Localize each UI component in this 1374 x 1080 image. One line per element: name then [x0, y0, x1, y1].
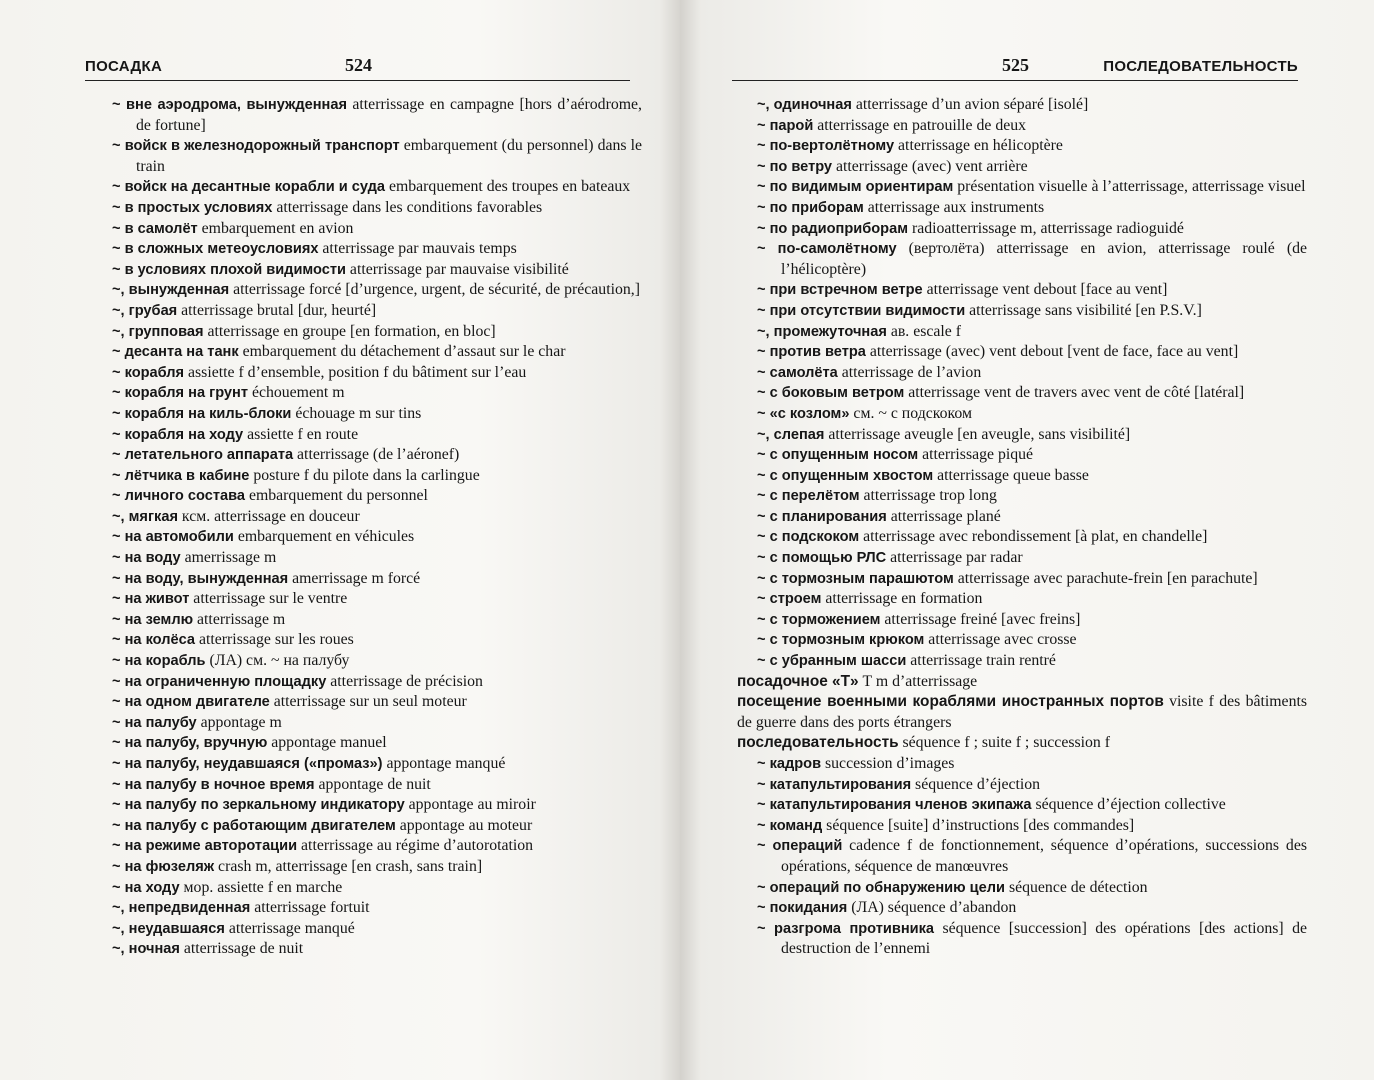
entry-definition: séquence [suite] d’instructions [des commandes]	[822, 816, 1135, 834]
entry-definition: appontage manuel	[267, 734, 387, 752]
entry-definition: atterrissage vent debout [face au vent]	[922, 281, 1168, 299]
right-page-number: 525	[1002, 55, 1029, 75]
entry-definition: atterrissage par mauvais temps	[318, 240, 517, 258]
entry-definition: embarquement du personnel	[245, 487, 428, 505]
entry-definition: atterrissage aveugle [en aveugle, sans visibilité]	[824, 425, 1131, 443]
entry-term: ~, неудавшаяся	[112, 920, 225, 937]
entry-definition: atterrissage forcé [d’urgence, urgent, de sécurité, de précaution,]	[229, 281, 640, 299]
entry-definition: ав. escale f	[886, 322, 961, 340]
entry-term: ~ с перелётом	[757, 488, 860, 505]
dictionary-entry	[737, 198, 1307, 219]
left-entries	[112, 95, 642, 960]
entry-definition: posture f du pilote dans la carlingue	[249, 466, 480, 484]
dictionary-entry	[112, 548, 642, 569]
entry-term: ~ с тормозным парашютом	[757, 570, 954, 587]
entry-definition: assiette f d’ensemble, position f du bâtiment sur l’eau	[184, 363, 527, 381]
entry-definition: atterrissage en groupe [en formation, en bloc]	[203, 322, 496, 340]
entry-term: ~ личного состава	[112, 488, 245, 505]
dictionary-entry	[737, 95, 1307, 116]
dictionary-entry	[112, 569, 642, 590]
entry-term: ~ на колёса	[112, 632, 196, 649]
entry-definition: atterrissage de l’avion	[837, 363, 982, 381]
entry-definition: atterrissage sans visibilité [en P.S.V.]	[965, 301, 1202, 319]
dictionary-entry	[112, 939, 642, 960]
entry-definition: atterrissage aux instruments	[863, 198, 1045, 216]
entry-term: последовательность	[737, 734, 899, 752]
left-header-word: ПОСАДКА	[85, 58, 163, 75]
entry-definition: atterrissage au régime d’autorotation	[297, 837, 534, 855]
entry-term: ~ корабля на грунт	[112, 385, 248, 402]
entry-definition: atterrissage en hélicoptère	[894, 137, 1063, 155]
entry-definition: embarquement (du personnel) dans le train	[136, 137, 642, 175]
entry-term: ~, ночная	[112, 941, 180, 958]
entry-definition: atterrissage trop long	[859, 487, 997, 505]
dictionary-entry	[112, 836, 642, 857]
dictionary-entry	[112, 301, 642, 322]
entry-term: ~ покидания	[757, 900, 848, 917]
entry-term: ~ по-самолётному	[757, 241, 897, 258]
dictionary-entry	[737, 383, 1307, 404]
dictionary-entry	[112, 507, 642, 528]
entry-definition: atterrissage dans les conditions favorables	[272, 198, 543, 216]
dictionary-entry	[112, 733, 642, 754]
entry-term: ~ катапультирования	[757, 776, 912, 793]
entry-definition: T m d’atterrissage	[858, 672, 978, 690]
dictionary-entry	[737, 816, 1307, 837]
entry-term: ~ на воду, вынужденная	[112, 570, 289, 587]
entry-definition: atterrissage brutal [dur, heurté]	[177, 301, 377, 319]
dictionary-entry	[112, 630, 642, 651]
entry-term: ~ в сложных метеоусловиях	[112, 241, 319, 258]
entry-definition: мор. assiette f en marche	[179, 878, 343, 896]
entry-term: ~ с убранным шасси	[757, 653, 907, 670]
entry-definition: échouage m sur tins	[291, 404, 422, 422]
entry-definition: atterrissage m	[193, 610, 286, 628]
entry-term: ~ на палубу, вручную	[112, 735, 268, 752]
dictionary-entry	[112, 857, 642, 878]
entry-term: ~ «с козлом»	[757, 405, 850, 422]
dictionary-entry	[737, 878, 1307, 899]
entry-definition: séquence de détection	[1005, 878, 1148, 896]
dictionary-entry	[112, 713, 642, 734]
entry-term: ~ на автомобили	[112, 529, 234, 546]
right-entries	[737, 95, 1307, 960]
dictionary-entry	[112, 425, 642, 446]
entry-definition: atterrissage plané	[886, 507, 1001, 525]
dictionary-entry	[737, 363, 1307, 384]
dictionary-entry	[737, 177, 1307, 198]
entry-definition: appontage au moteur	[395, 816, 533, 834]
dictionary-entry	[737, 507, 1307, 528]
entry-term: ~ самолёта	[757, 364, 838, 381]
entry-term: ~ на землю	[112, 611, 194, 628]
entry-definition: atterrissage train rentré	[906, 652, 1056, 670]
entry-definition: atterrissage avec parachute-frein [en parachute]	[953, 569, 1258, 587]
entry-term: ~ войск в железнодорожный транспорт	[112, 138, 400, 155]
left-page	[0, 0, 680, 1080]
dictionary-entry	[737, 527, 1307, 548]
entry-term: ~ операций по обнаружению цели	[757, 879, 1005, 896]
entry-term: посещение военными кораблями иностранных портов	[737, 693, 1164, 711]
entry-definition: см. ~ с подскоком	[849, 404, 972, 422]
entry-term: ~ с торможением	[757, 611, 881, 628]
entry-definition: radioatterrissage m, atterrissage radioguidé	[908, 219, 1184, 237]
dictionary-entry	[737, 445, 1307, 466]
entry-term: ~ на живот	[112, 591, 190, 608]
entry-term: ~, грубая	[112, 302, 178, 319]
entry-term: ~ на фюзеляж	[112, 858, 215, 875]
entry-definition: atterrissage de nuit	[179, 940, 304, 958]
entry-definition: appontage manqué	[382, 755, 506, 772]
dictionary-entry	[737, 280, 1307, 301]
entry-definition: échouement m	[248, 384, 345, 402]
entry-definition: atterrissage freiné [avec freins]	[880, 610, 1081, 628]
dictionary-entry	[737, 795, 1307, 816]
entry-definition: séquence [succession] des opérations [des actions] de destruction de l’ennemi	[781, 919, 1307, 958]
entry-term: ~ с боковым ветром	[757, 385, 905, 402]
entry-definition: atterrissage par mauvaise visibilité	[345, 260, 569, 278]
entry-term: ~ на ограниченную площадку	[112, 673, 327, 690]
entry-definition: embarquement en véhicules	[233, 528, 415, 546]
entry-definition: (вертолёта) atterrissage en avion, atterrissage roulé (de l’hélicoptère)	[781, 240, 1307, 278]
entry-definition: ксм. atterrissage en douceur	[177, 507, 360, 525]
entry-term: ~, групповая	[112, 323, 204, 340]
dictionary-entry	[737, 919, 1307, 960]
entry-definition: atterrissage sur le ventre	[189, 590, 348, 608]
dictionary-entry	[112, 527, 642, 548]
entry-definition: embarquement des troupes en bateaux	[385, 178, 631, 196]
entry-definition: cadence f de fonctionnement, séquence d’opérations, successions des opérations, séquence de manœuvres	[781, 837, 1307, 875]
dictionary-entry	[112, 177, 642, 198]
dictionary-entry	[112, 239, 642, 260]
entry-term: ~ летательного аппарата	[112, 447, 294, 464]
entry-definition: atterrissage queue basse	[933, 466, 1089, 484]
entry-definition: (ЛА) séquence d’abandon	[847, 899, 1017, 917]
dictionary-entry	[737, 548, 1307, 569]
entry-definition: atterrissage sur un seul moteur	[269, 693, 467, 711]
dictionary-entry	[737, 651, 1307, 672]
dictionary-entry	[112, 919, 642, 940]
entry-term: ~ катапультирования членов экипажа	[757, 797, 1032, 814]
dictionary-entry	[737, 116, 1307, 137]
entry-definition: séquence f ; suite f ; succession f	[898, 734, 1111, 752]
dictionary-entry	[737, 610, 1307, 631]
dictionary-entry	[737, 342, 1307, 363]
entry-term: ~ корабля	[112, 364, 185, 381]
entry-term: ~ на палубу по зеркальному индикатору	[112, 797, 405, 814]
entry-term: ~, одиночная	[757, 97, 852, 113]
entry-term: ~ по радиоприборам	[757, 220, 908, 237]
dictionary-entry	[112, 672, 642, 693]
dictionary-entry	[112, 754, 642, 775]
right-running-header	[732, 50, 1298, 81]
entry-term: ~ с планирования	[757, 508, 887, 525]
entry-term: ~ на воду	[112, 550, 181, 567]
headword-entry	[737, 692, 1307, 733]
entry-term: ~ с опущенным носом	[757, 447, 919, 464]
entry-term: ~ по-вертолётному	[757, 138, 895, 155]
entry-term: ~ на палубу, неудавшаяся («промаз»)	[112, 756, 383, 772]
entry-term: ~ в условиях плохой видимости	[112, 261, 346, 278]
dictionary-entry	[737, 157, 1307, 178]
dictionary-entry	[112, 280, 642, 301]
entry-term: посадочное «Т»	[737, 672, 859, 690]
left-page-number: 524	[345, 55, 372, 75]
entry-term: ~ кадров	[757, 756, 822, 772]
dictionary-entry	[112, 445, 642, 466]
entry-definition: atterrissage avec rebondissement [à plat, en chandelle]	[859, 528, 1208, 546]
dictionary-entry	[112, 342, 642, 363]
entry-term: ~ на режиме авторотации	[112, 838, 298, 855]
entry-term: ~, вынужденная	[112, 282, 230, 299]
entry-term: ~ разгрома противника	[757, 920, 935, 937]
entry-definition: succession d’images	[821, 755, 955, 772]
entry-term: ~, непредвиденная	[112, 900, 251, 917]
entry-definition: séquence d’éjection	[911, 775, 1041, 793]
entry-term: ~ на палубу с работающим двигателем	[112, 817, 396, 834]
right-header-word: ПОСЛЕДОВАТЕЛЬНОСТЬ	[1103, 58, 1298, 75]
entry-definition: atterrissage de précision	[326, 672, 483, 690]
dictionary-entry	[112, 404, 642, 425]
dictionary-entry	[737, 239, 1307, 280]
dictionary-entry	[737, 589, 1307, 610]
entry-definition: atterrissage sur les roues	[195, 631, 354, 649]
entry-definition: atterrissage d’un avion séparé [isolé]	[851, 96, 1089, 113]
entry-term: ~, слепая	[757, 426, 825, 443]
dictionary-entry	[112, 486, 642, 507]
dictionary-entry	[737, 898, 1307, 919]
dictionary-entry	[737, 754, 1307, 775]
dictionary-entry	[112, 692, 642, 713]
dictionary-entry	[112, 322, 642, 343]
dictionary-entry	[112, 878, 642, 899]
dictionary-entry	[112, 383, 642, 404]
dictionary-entry	[112, 589, 642, 610]
dictionary-entry	[112, 95, 642, 136]
dictionary-entry	[737, 486, 1307, 507]
entry-term: ~ операций	[757, 838, 843, 855]
entry-definition: atterrissage manqué	[224, 919, 355, 937]
entry-term: ~ по видимым ориентирам	[757, 179, 954, 196]
entry-term: ~ строем	[757, 591, 822, 608]
entry-term: ~ команд	[757, 817, 823, 834]
dictionary-entry	[112, 136, 642, 177]
entry-term: ~ на палубу	[112, 714, 197, 731]
entry-term: ~ корабля на киль-блоки	[112, 405, 292, 422]
entry-definition: présentation visuelle à l’atterrissage, atterrissage visuel	[953, 178, 1306, 196]
right-page	[680, 0, 1374, 1080]
dictionary-entry	[112, 651, 642, 672]
entry-definition: atterrissage en campagne [hors d’aérodrome, de fortune]	[136, 96, 642, 134]
entry-definition: atterrissage (avec) vent arrière	[832, 157, 1028, 175]
entry-term: ~ в простых условиях	[112, 199, 273, 216]
dictionary-entry	[737, 322, 1307, 343]
entry-definition: embarquement du détachement d’assaut sur le char	[238, 343, 566, 361]
entry-term: ~ по приборам	[757, 199, 864, 216]
dictionary-entry	[737, 301, 1307, 322]
entry-definition: appontage au miroir	[404, 796, 536, 814]
entry-definition: visite f des bâtiments de guerre dans des ports étrangers	[737, 693, 1308, 731]
dictionary-entry	[112, 260, 642, 281]
dictionary-entry	[737, 425, 1307, 446]
entry-term: ~ вне аэродрома, вынужденная	[112, 97, 347, 113]
dictionary-entry	[737, 219, 1307, 240]
dictionary-entry	[112, 219, 642, 240]
entry-definition: atterrissage par radar	[886, 549, 1023, 567]
entry-definition: séquence d’éjection collective	[1031, 796, 1226, 814]
entry-term: ~ войск на десантные корабли и суда	[112, 179, 385, 196]
dictionary-entry	[737, 569, 1307, 590]
dictionary-entry	[737, 836, 1307, 877]
dictionary-entry	[112, 898, 642, 919]
entry-definition: appontage de nuit	[314, 775, 431, 793]
entry-term: ~, промежуточная	[757, 323, 887, 340]
left-running-header	[85, 50, 630, 81]
dictionary-entry	[112, 363, 642, 384]
entry-definition: atterrissage piqué	[918, 446, 1034, 464]
entry-term: ~ против ветра	[757, 344, 866, 361]
entry-term: ~ в самолёт	[112, 220, 198, 237]
entry-term: ~ при встречном ветре	[757, 282, 923, 299]
headword-entry	[737, 672, 1307, 693]
entry-term: ~ с подскоком	[757, 529, 860, 546]
entry-term: ~, мягкая	[112, 508, 178, 525]
entry-definition: atterrissage avec crosse	[924, 631, 1077, 649]
entry-term: ~ лётчика в кабине	[112, 467, 250, 484]
entry-term: ~ корабля на ходу	[112, 426, 244, 443]
dictionary-entry	[112, 775, 642, 796]
entry-term: ~ на ходу	[112, 879, 180, 896]
headword-entry	[737, 733, 1307, 754]
entry-term: ~ при отсутствии видимости	[757, 302, 966, 319]
entry-definition: atterrissage vent de travers avec vent de côté [latéral]	[904, 384, 1245, 402]
entry-term: ~ с помощью РЛС	[757, 550, 887, 567]
entry-definition: amerrissage m forcé	[288, 569, 421, 587]
entry-definition: crash m, atterrissage [en crash, sans train]	[214, 857, 483, 875]
entry-definition: (ЛА) см. ~ на палубу	[205, 652, 350, 670]
dictionary-entry	[737, 466, 1307, 487]
dictionary-entry	[737, 630, 1307, 651]
entry-definition: embarquement en avion	[197, 219, 354, 237]
dictionary-entry	[112, 466, 642, 487]
entry-definition: assiette f en route	[243, 425, 359, 443]
entry-term: ~ на палубу в ночное время	[112, 776, 315, 793]
entry-definition: atterrissage (de l’aéronef)	[293, 446, 460, 464]
dictionary-entry	[112, 816, 642, 837]
entry-definition: atterrissage (avec) vent debout [vent de face, face au vent]	[865, 343, 1239, 361]
entry-definition: atterrissage en patrouille de deux	[813, 116, 1027, 134]
dictionary-entry	[112, 198, 642, 219]
entry-term: ~ на одном двигателе	[112, 694, 270, 711]
entry-term: ~ с опущенным хвостом	[757, 467, 934, 484]
entry-term: ~ на корабль	[112, 653, 206, 670]
entry-term: ~ десанта на танк	[112, 344, 239, 361]
entry-definition: amerrissage m	[180, 549, 277, 567]
dictionary-entry	[112, 795, 642, 816]
entry-term: ~ с тормозным крюком	[757, 632, 925, 649]
dictionary-entry	[112, 610, 642, 631]
entry-term: ~ парой	[757, 117, 814, 134]
entry-definition: atterrissage fortuit	[250, 899, 370, 917]
dictionary-entry	[737, 404, 1307, 425]
entry-definition: appontage m	[196, 713, 282, 731]
dictionary-entry	[737, 775, 1307, 796]
entry-term: ~ по ветру	[757, 158, 833, 175]
dictionary-entry	[737, 136, 1307, 157]
entry-definition: atterrissage en formation	[821, 590, 983, 608]
